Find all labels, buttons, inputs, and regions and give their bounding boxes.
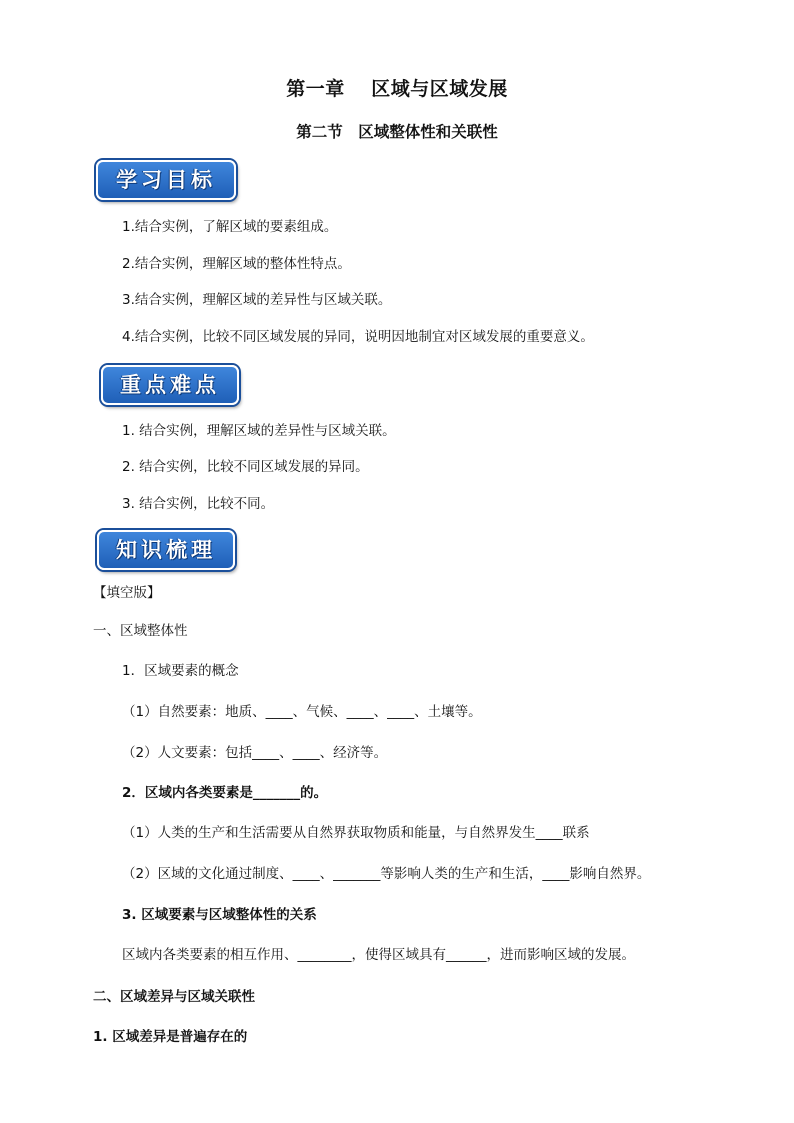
p1-2-item-2: （2）区域的文化通过制度、____、_______等影响人类的生产和生活，____影响自然界。 <box>122 866 651 882</box>
badge-knowledge-review: 知识梳理 <box>97 530 235 570</box>
p2-1-heading: 1. 区域差异是普遍存在的 <box>93 1029 248 1045</box>
p1-2-item-1: （1）人类的生产和生活需要从自然界获取物质和能量，与自然界发生____联系 <box>122 825 590 841</box>
part1-heading: 一、区域整体性 <box>93 623 188 639</box>
section-title: 第二节 区域整体性和关联性 <box>296 123 498 141</box>
key-point-3: 3. 结合实例，比较不同。 <box>122 496 275 512</box>
objective-1: 1.结合实例，了解区域的要素组成。 <box>122 219 338 235</box>
p1-1-heading: 1．区域要素的概念 <box>122 663 239 679</box>
p1-3-text: 区域内各类要素的相互作用、________，使得区域具有______，进而影响区域的发展。 <box>122 947 635 963</box>
objective-4: 4.结合实例，比较不同区域发展的异同，说明因地制宜对区域发展的重要意义。 <box>122 329 594 345</box>
objective-3: 3.结合实例，理解区域的差异性与区域关联。 <box>122 292 392 308</box>
badge-key-points: 重点难点 <box>101 365 239 405</box>
badge-learning-objectives: 学习目标 <box>96 160 236 200</box>
p1-3-heading: 3. 区域要素与区域整体性的关系 <box>122 907 317 923</box>
objective-2: 2.结合实例，理解区域的整体性特点。 <box>122 256 351 272</box>
p1-1-human-elements: （2）人文要素：包括____、____、经济等。 <box>122 745 388 761</box>
key-point-1: 1. 结合实例，理解区域的差异性与区域关联。 <box>122 423 396 439</box>
p1-1-natural-elements: （1）自然要素：地质、____、气候、____、____、土壤等。 <box>122 704 482 720</box>
version-label: 【填空版】 <box>93 585 161 601</box>
p1-2-heading: 2．区域内各类要素是_______的。 <box>122 785 328 801</box>
part2-heading: 二、区域差异与区域关联性 <box>93 989 255 1005</box>
key-point-2: 2. 结合实例，比较不同区域发展的异同。 <box>122 459 369 475</box>
chapter-title: 第一章 区域与区域发展 <box>286 78 508 100</box>
